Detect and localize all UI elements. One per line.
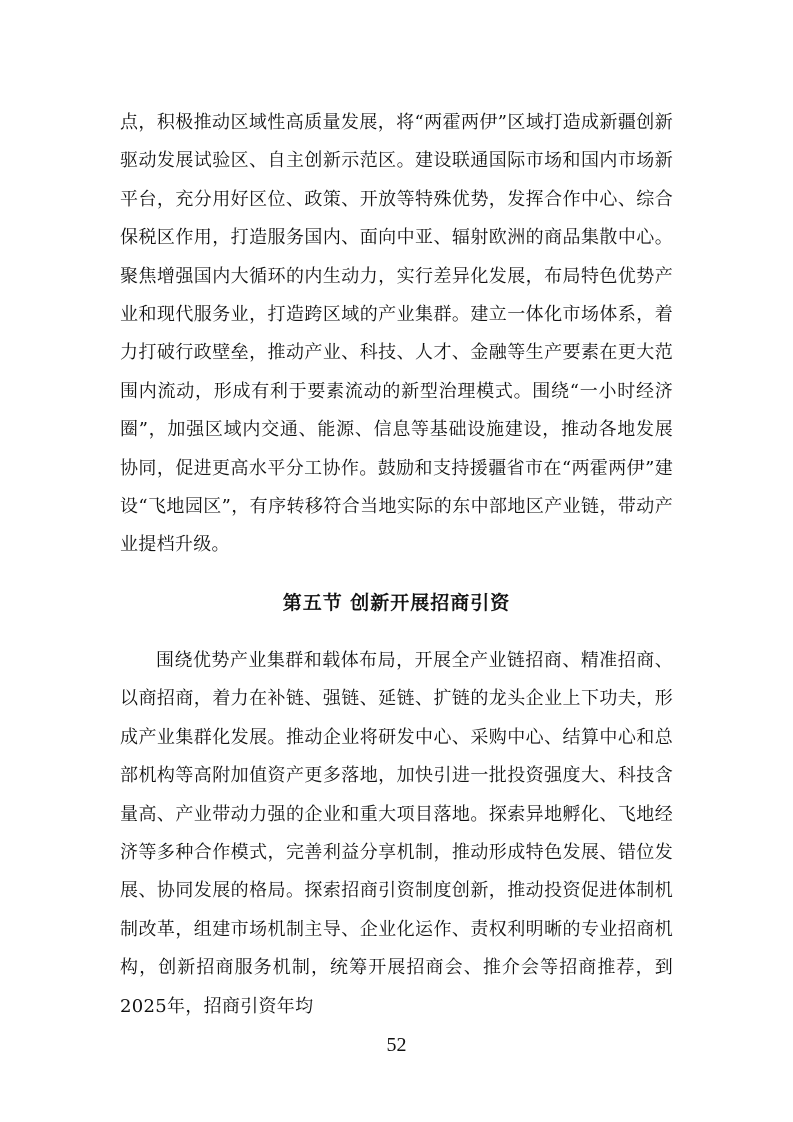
body-paragraph: 围绕优势产业集群和载体布局，开展全产业链招商、精准招商、以商招商，着力在补链、强链、延链、扩链的龙头企业上下功夫，形成产业集群化发展。推动企业将研发中心、采购中心、结算中心和总部机构等高附加值资产更多落地，加快引进一批投资强度大、科技含量高、产业带动力强的企业和重大项目落地。探索异地孵化、飞地经济等多种合作模式，完善利益分享机制，推动形成特色发展、错位发展、协同发展的格局。探索招商引资制度创新，推动投资促进体制机制改革，组建市场机制主导、企业化运作、责权利明晰的专业招商机构，创新招商服务机制，统筹开展招商会、推介会等招商推荐，到2025年，招商引资年均: [120, 650, 673, 1017]
page-number: 52: [386, 1034, 407, 1056]
section-heading: 第五节 创新开展招商引资: [282, 592, 511, 614]
body-paragraph-continued: 点，积极推动区域性高质量发展，将“两霍两伊”区域打造成新疆创新驱动发展试验区、自主创新示范区。建设联通国际市场和国内市场新平台，充分用好区位、政策、开放等特殊优势，发挥合作中心、综合保税区作用，打造服务国内、面向中亚、辐射欧洲的商品集散中心。聚焦增强国内大循环的内生动力，实行差异化发展，布局特色优势产业和现代服务业，打造跨区域的产业集群。建立一体化市场体系，着力打破行政壁垒，推动产业、科技、人才、金融等生产要素在更大范围内流动，形成有利于要素流动的新型治理模式。围绕“一小时经济圈”，加强区域内交通、能源、信息等基础设施建设，推动各地发展协同，促进更高水平分工协作。鼓励和支持援疆省市在“两霍两伊”建设“飞地园区”，有序转移符合当地实际的东中部地区产业链，带动产业提档升级。: [120, 112, 673, 556]
